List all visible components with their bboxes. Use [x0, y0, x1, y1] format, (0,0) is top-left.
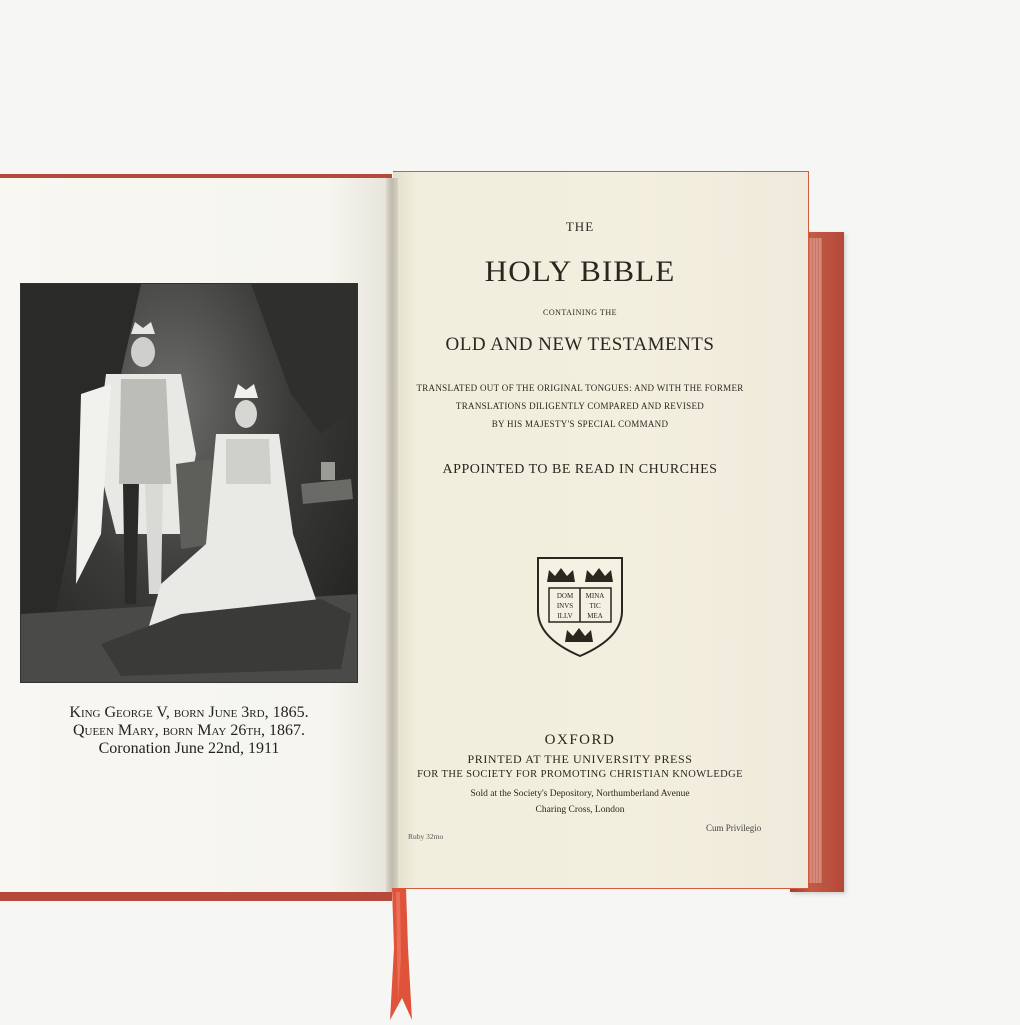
- crest-text-4: MINA: [585, 592, 605, 600]
- royal-portrait-image: [20, 283, 358, 683]
- caption-line-2: Queen Mary, born May 26th, 1867.: [72, 722, 306, 739]
- translated-line-2: TRANSLATIONS DILIGENTLY COMPARED AND REVISED: [455, 401, 705, 411]
- imprint-printed: PRINTED AT THE UNIVERSITY PRESS: [467, 752, 693, 766]
- translated-line-1: TRANSLATED OUT OF THE ORIGINAL TONGUES: AND WITH THE FORMER: [416, 383, 744, 393]
- crest-text-1: DOM: [556, 592, 574, 600]
- title-testaments: OLD AND NEW TESTAMENTS: [445, 334, 715, 355]
- caption-line-3: Coronation June 22nd, 1911: [98, 740, 280, 757]
- imprint-society: FOR THE SOCIETY FOR PROMOTING CHRISTIAN KNOWLEDGE: [417, 769, 743, 780]
- crest-text-6: MEA: [587, 612, 603, 620]
- imprint-oxford: OXFORD: [544, 732, 616, 748]
- caption-line-1: King George V, born June 3rd, 1865.: [69, 704, 309, 721]
- translated-line-3: BY HIS MAJESTY'S SPECIAL COMMAND: [491, 419, 669, 429]
- imprint-charing: Charing Cross, London: [535, 805, 625, 815]
- cum-privilegio: Cum Privilegio: [706, 823, 762, 833]
- edition-ruby: Ruby 32mo: [408, 832, 444, 841]
- title-holy-bible: HOLY BIBLE: [484, 255, 676, 288]
- crest-text-2: INVS: [556, 602, 574, 610]
- imprint-sold: Sold at the Society's Depository, Northumberland Avenue: [470, 789, 690, 799]
- crest-text-5: TIC: [589, 602, 601, 610]
- oxford-crest-icon: [535, 556, 625, 663]
- title-the: THE: [565, 219, 595, 234]
- portrait-caption: [20, 704, 358, 758]
- appointed-line: APPOINTED TO BE READ IN CHURCHES: [442, 462, 718, 477]
- ribbon-bookmark: [384, 888, 416, 1025]
- crest-text-3: ILLV: [557, 612, 573, 620]
- title-containing: CONTAINING THE: [543, 308, 617, 317]
